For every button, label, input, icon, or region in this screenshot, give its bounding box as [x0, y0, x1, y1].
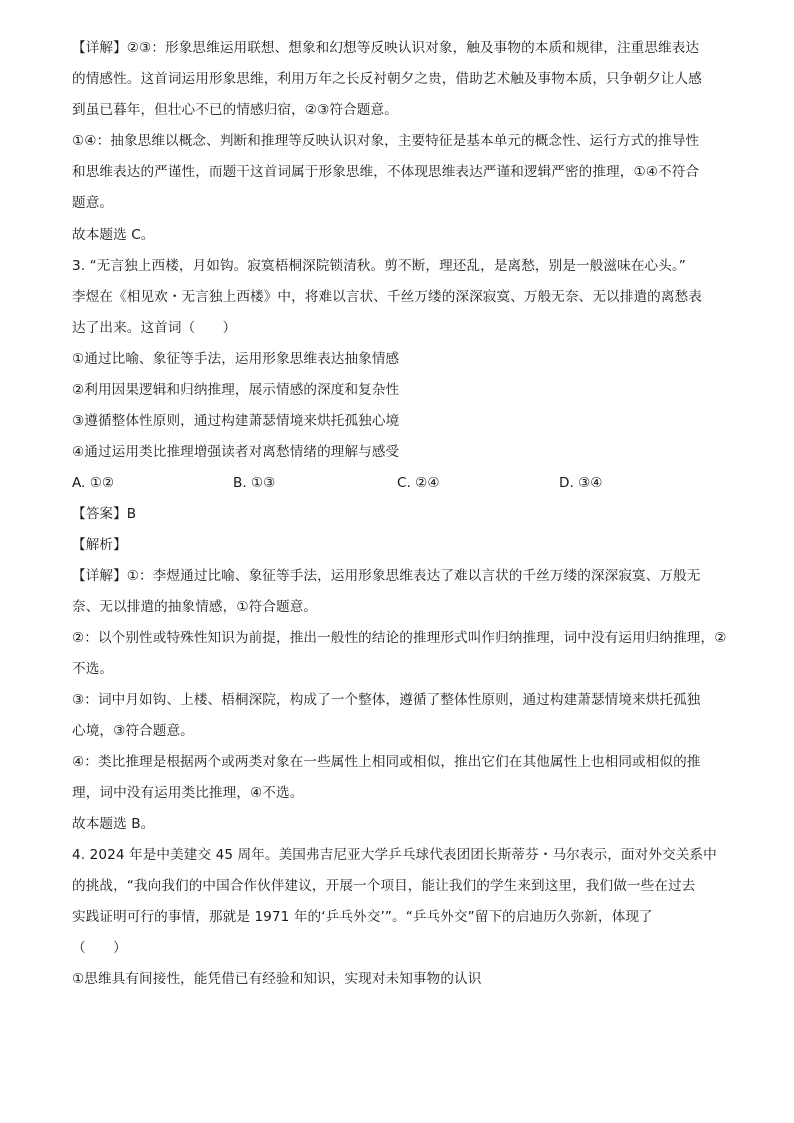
text-line: 不选。 [72, 661, 114, 677]
answer-line: 【答案】B [72, 506, 137, 522]
text-line: ②：以个别性或特殊性知识为前提，推出一般性的结论的推理形式叫作归纳推理，词中没有运用归纳推理，② [72, 630, 727, 646]
text-line: 【详解】②③：形象思维运用联想、想象和幻想等反映认识对象，触及事物的本质和规律，注重思维表达 [72, 40, 700, 56]
text-line: 实践证明可行的事情，那就是 1971 年的‘乒乓外交’”。“乒乓外交”留下的启迪历久弥新，体现了 [72, 909, 653, 925]
text-line: （ ） [72, 940, 127, 956]
statement-1: ①通过比喻、象征等手法，运用形象思维表达抽象情感 [72, 351, 400, 367]
text-line: 理，词中没有运用类比推理，④不选。 [72, 785, 304, 801]
text-line: 故本题选 C。 [72, 227, 155, 243]
text-line: 的挑战，“我向我们的中国合作伙伴建议，开展一个项目，能让我们的学生来到这里，我们做一些在过去 [72, 878, 696, 894]
answer-options [72, 473, 752, 493]
text-line: ③：词中月如钩、上楼、梧桐深院，构成了一个整体，遵循了整体性原则，通过构建萧瑟情境来烘托孤独 [72, 692, 701, 708]
text-line: ①④：抽象思维以概念、判断和推理等反映认识对象，主要特征是基本单元的概念性、运行方式的推导性 [72, 133, 700, 149]
option-d: D. ③④ [559, 475, 603, 491]
text-line: 和思维表达的严谨性，而题干这首词属于形象思维，不体现思维表达严谨和逻辑严密的推理，①④不符合 [72, 164, 700, 180]
statement-2: ②利用因果逻辑和归纳推理，展示情感的深度和复杂性 [72, 382, 400, 398]
statement-1: ①思维具有间接性，能凭借已有经验和知识，实现对未知事物的认识 [72, 971, 482, 987]
text-line: 【详解】①：李煜通过比喻、象征等手法，运用形象思维表达了难以言状的千丝万缕的深深寂寞、万般无 [72, 568, 701, 584]
text-line: 心境，③符合题意。 [72, 723, 194, 739]
analysis-heading: 【解析】 [72, 537, 127, 553]
text-line: 到虽已暮年，但壮心不已的情感归宿，②③符合题意。 [72, 102, 398, 118]
option-c: C. ②④ [397, 475, 440, 491]
text-line: 达了出来。这首词（ ） [72, 320, 237, 336]
option-b: B. ①③ [233, 475, 276, 491]
statement-3: ③遵循整体性原则，通过构建萧瑟情境来烘托孤独心境 [72, 413, 400, 429]
text-line: ④：类比推理是根据两个或两类对象在一些属性上相同或相似，推出它们在其他属性上也相同或相似的推 [72, 754, 701, 770]
option-a: A. ①② [72, 475, 115, 491]
text-line: 李煜在《相见欢・无言独上西楼》中，将难以言状、千丝万缕的深深寂寞、万般无奈、无以排遣的离愁表 [72, 289, 702, 305]
text-line: 奈、无以排遣的抽象情感，①符合题意。 [72, 599, 318, 615]
text-line: 题意。 [72, 195, 114, 211]
text-line: 的情感性。这首词运用形象思维，利用万年之长反衬朝夕之贵，借助艺术触及事物本质，只争朝夕让人感 [72, 71, 702, 87]
question-3-stem: 3. “无言独上西楼，月如钩。寂寞梧桐深院锁清秋。剪不断，理还乱，是离愁，别是一般滋味在心头。” [72, 258, 686, 274]
statement-4: ④通过运用类比推理增强读者对离愁情绪的理解与感受 [72, 444, 400, 460]
text-line: 故本题选 B。 [72, 816, 155, 832]
question-4-stem: 4. 2024 年是中美建交 45 周年。美国弗吉尼亚大学乒乓球代表团团长斯蒂芬・马尔表示，面对外交关系中 [72, 847, 717, 863]
